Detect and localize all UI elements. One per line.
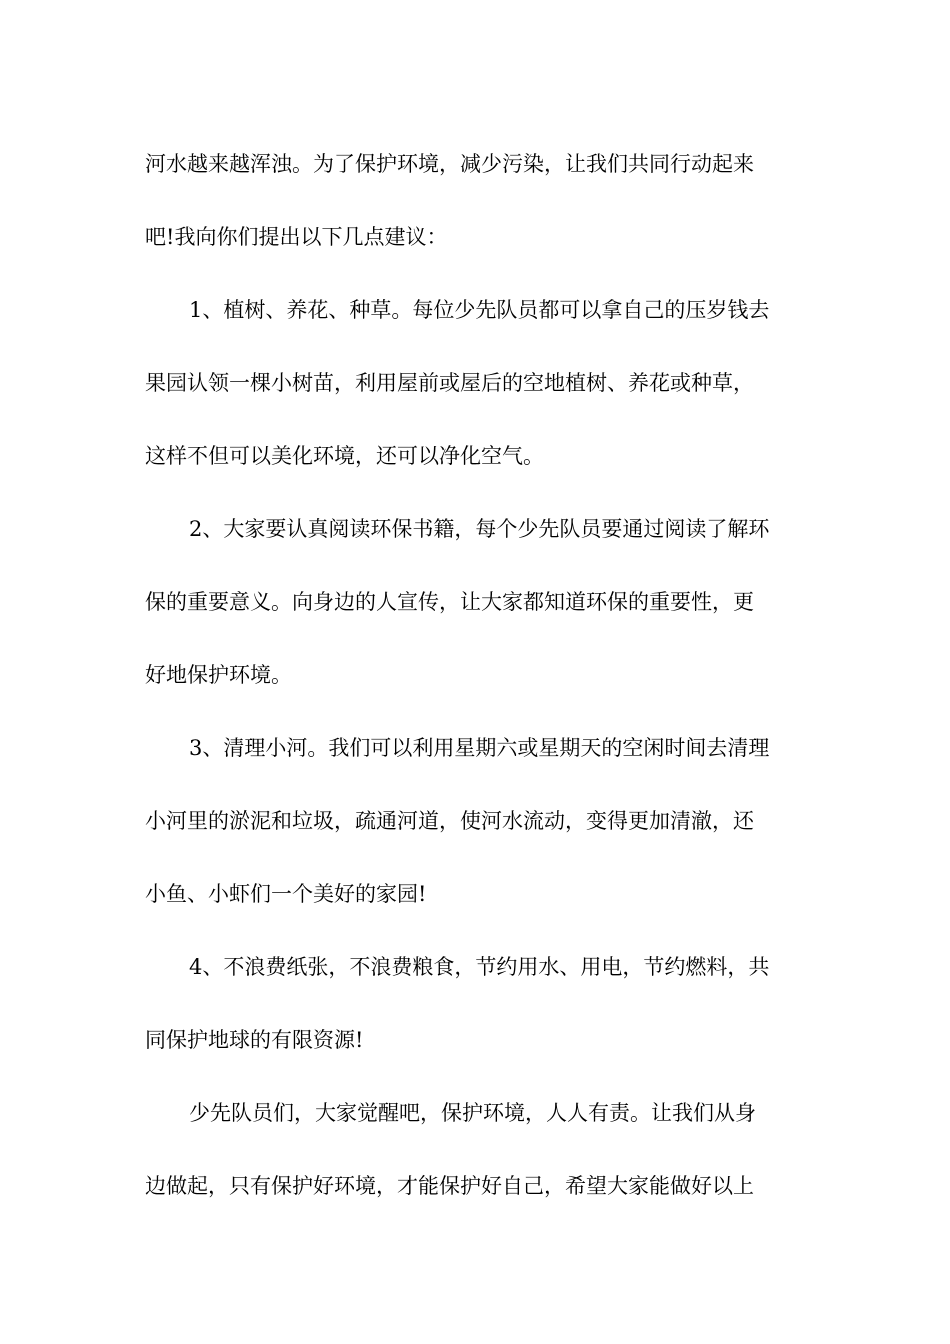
text-line: 边做起，只有保护好环境，才能保护好自己，希望大家能做好以上 (145, 1174, 754, 1198)
paragraph-first-line: 3、清理小河。我们可以利用星期六或星期天的空闲时间去清理 (189, 736, 770, 760)
text-line: 这样不但可以美化环境，还可以净化空气。 (145, 444, 544, 468)
text-line: 保的重要意义。向身边的人宣传，让大家都知道环保的重要性，更 (145, 590, 754, 614)
paragraph-first-line: 1、植树、养花、种草。每位少先队员都可以拿自己的压岁钱去 (189, 298, 770, 322)
text-line: 好地保护环境。 (145, 663, 292, 687)
text-line: 吧!我向你们提出以下几点建议： (145, 225, 448, 249)
text-line: 同保护地球的有限资源! (145, 1028, 364, 1052)
text-line: 小鱼、小虾们一个美好的家园! (145, 882, 427, 906)
paragraph-first-line: 少先队员们，大家觉醒吧，保护环境，人人有责。让我们从身 (189, 1101, 756, 1125)
paragraph-first-line: 4、不浪费纸张，不浪费粮食，节约用水、用电，节约燃料，共 (189, 955, 770, 979)
text-line: 果园认领一棵小树苗，利用屋前或屋后的空地植树、养花或种草， (145, 371, 754, 395)
document-body (145, 128, 810, 1223)
text-line: 河水越来越浑浊。为了保护环境，减少污染，让我们共同行动起来 (145, 152, 754, 176)
text-line: 小河里的淤泥和垃圾，疏通河道，使河水流动，变得更加清澈，还 (145, 809, 754, 833)
paragraph-first-line: 2、大家要认真阅读环保书籍，每个少先队员要通过阅读了解环 (189, 517, 770, 541)
